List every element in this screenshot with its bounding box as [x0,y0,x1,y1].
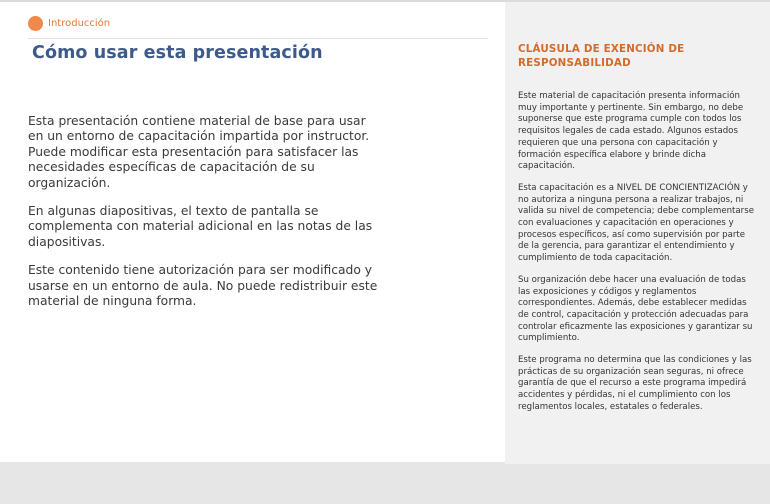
disclaimer-title: CLÁUSULA DE EXENCIÓN DE RESPONSABILIDAD [518,43,685,69]
slide-title: Cómo usar esta presentación [32,43,323,63]
title-divider [28,38,488,39]
section-tab [28,16,110,31]
disclaimer-body [518,91,754,424]
disclaimer-paragraph: Este programa no determina que las condiciones y las prácticas de su organización sean seguras, ni ofrece garantía de que el recurso a este programa impedirá accidentes y pérdidas, ni el cumplimiento con los reglamentos locales, estatales o federales. [518,355,752,412]
section-dot-icon [28,16,43,31]
disclaimer-paragraph: Esta capacitación es a NIVEL DE CONCIENTIZACIÓN y no autoriza a ninguna persona a realizar trabajos, ni valida su nivel de competencia; debe complementarse con evaluaciones y capacitación en operaciones y procesos específicos, así como supervisión por parte de la gerencia, para garantizar el entendimiento y cumplimiento de toda capacitación. [518,182,754,264]
body-paragraph: Esta presentación contiene material de base para usar en un entorno de capacitación impartida por instructor. Puede modificar esta presentación para satisfacer las necesidades específicas de capacitación de su organización. [28,114,370,190]
body-paragraph: En algunas diapositivas, el texto de pantalla se complementa con material adicional en las notas de las diapositivas. [28,204,373,249]
disclaimer-paragraph: Este material de capacitación presenta información muy importante y pertinente. Sin embargo, no debe suponerse que este programa cumple con todos los requisitos legales de cada estado. Algunos estados requieren que una persona con capacitación y formación específica elabore y brinde dicha capacitación. [518,91,744,172]
slide-body [28,114,380,322]
section-label: Introducción [48,18,111,29]
disclaimer-paragraph: Su organización debe hacer una evaluación de todas las exposiciones y códigos y reglamentos correspondientes. Además, debe establecer medidas de control, capacitación y protección adecuadas para controlar eficazmente las exposiciones y garantizar su cumplimiento. [518,274,753,344]
body-paragraph: Este contenido tiene autorización para ser modificado y usarse en un entorno de aula. No puede redistribuir este material de ninguna forma. [28,263,378,309]
